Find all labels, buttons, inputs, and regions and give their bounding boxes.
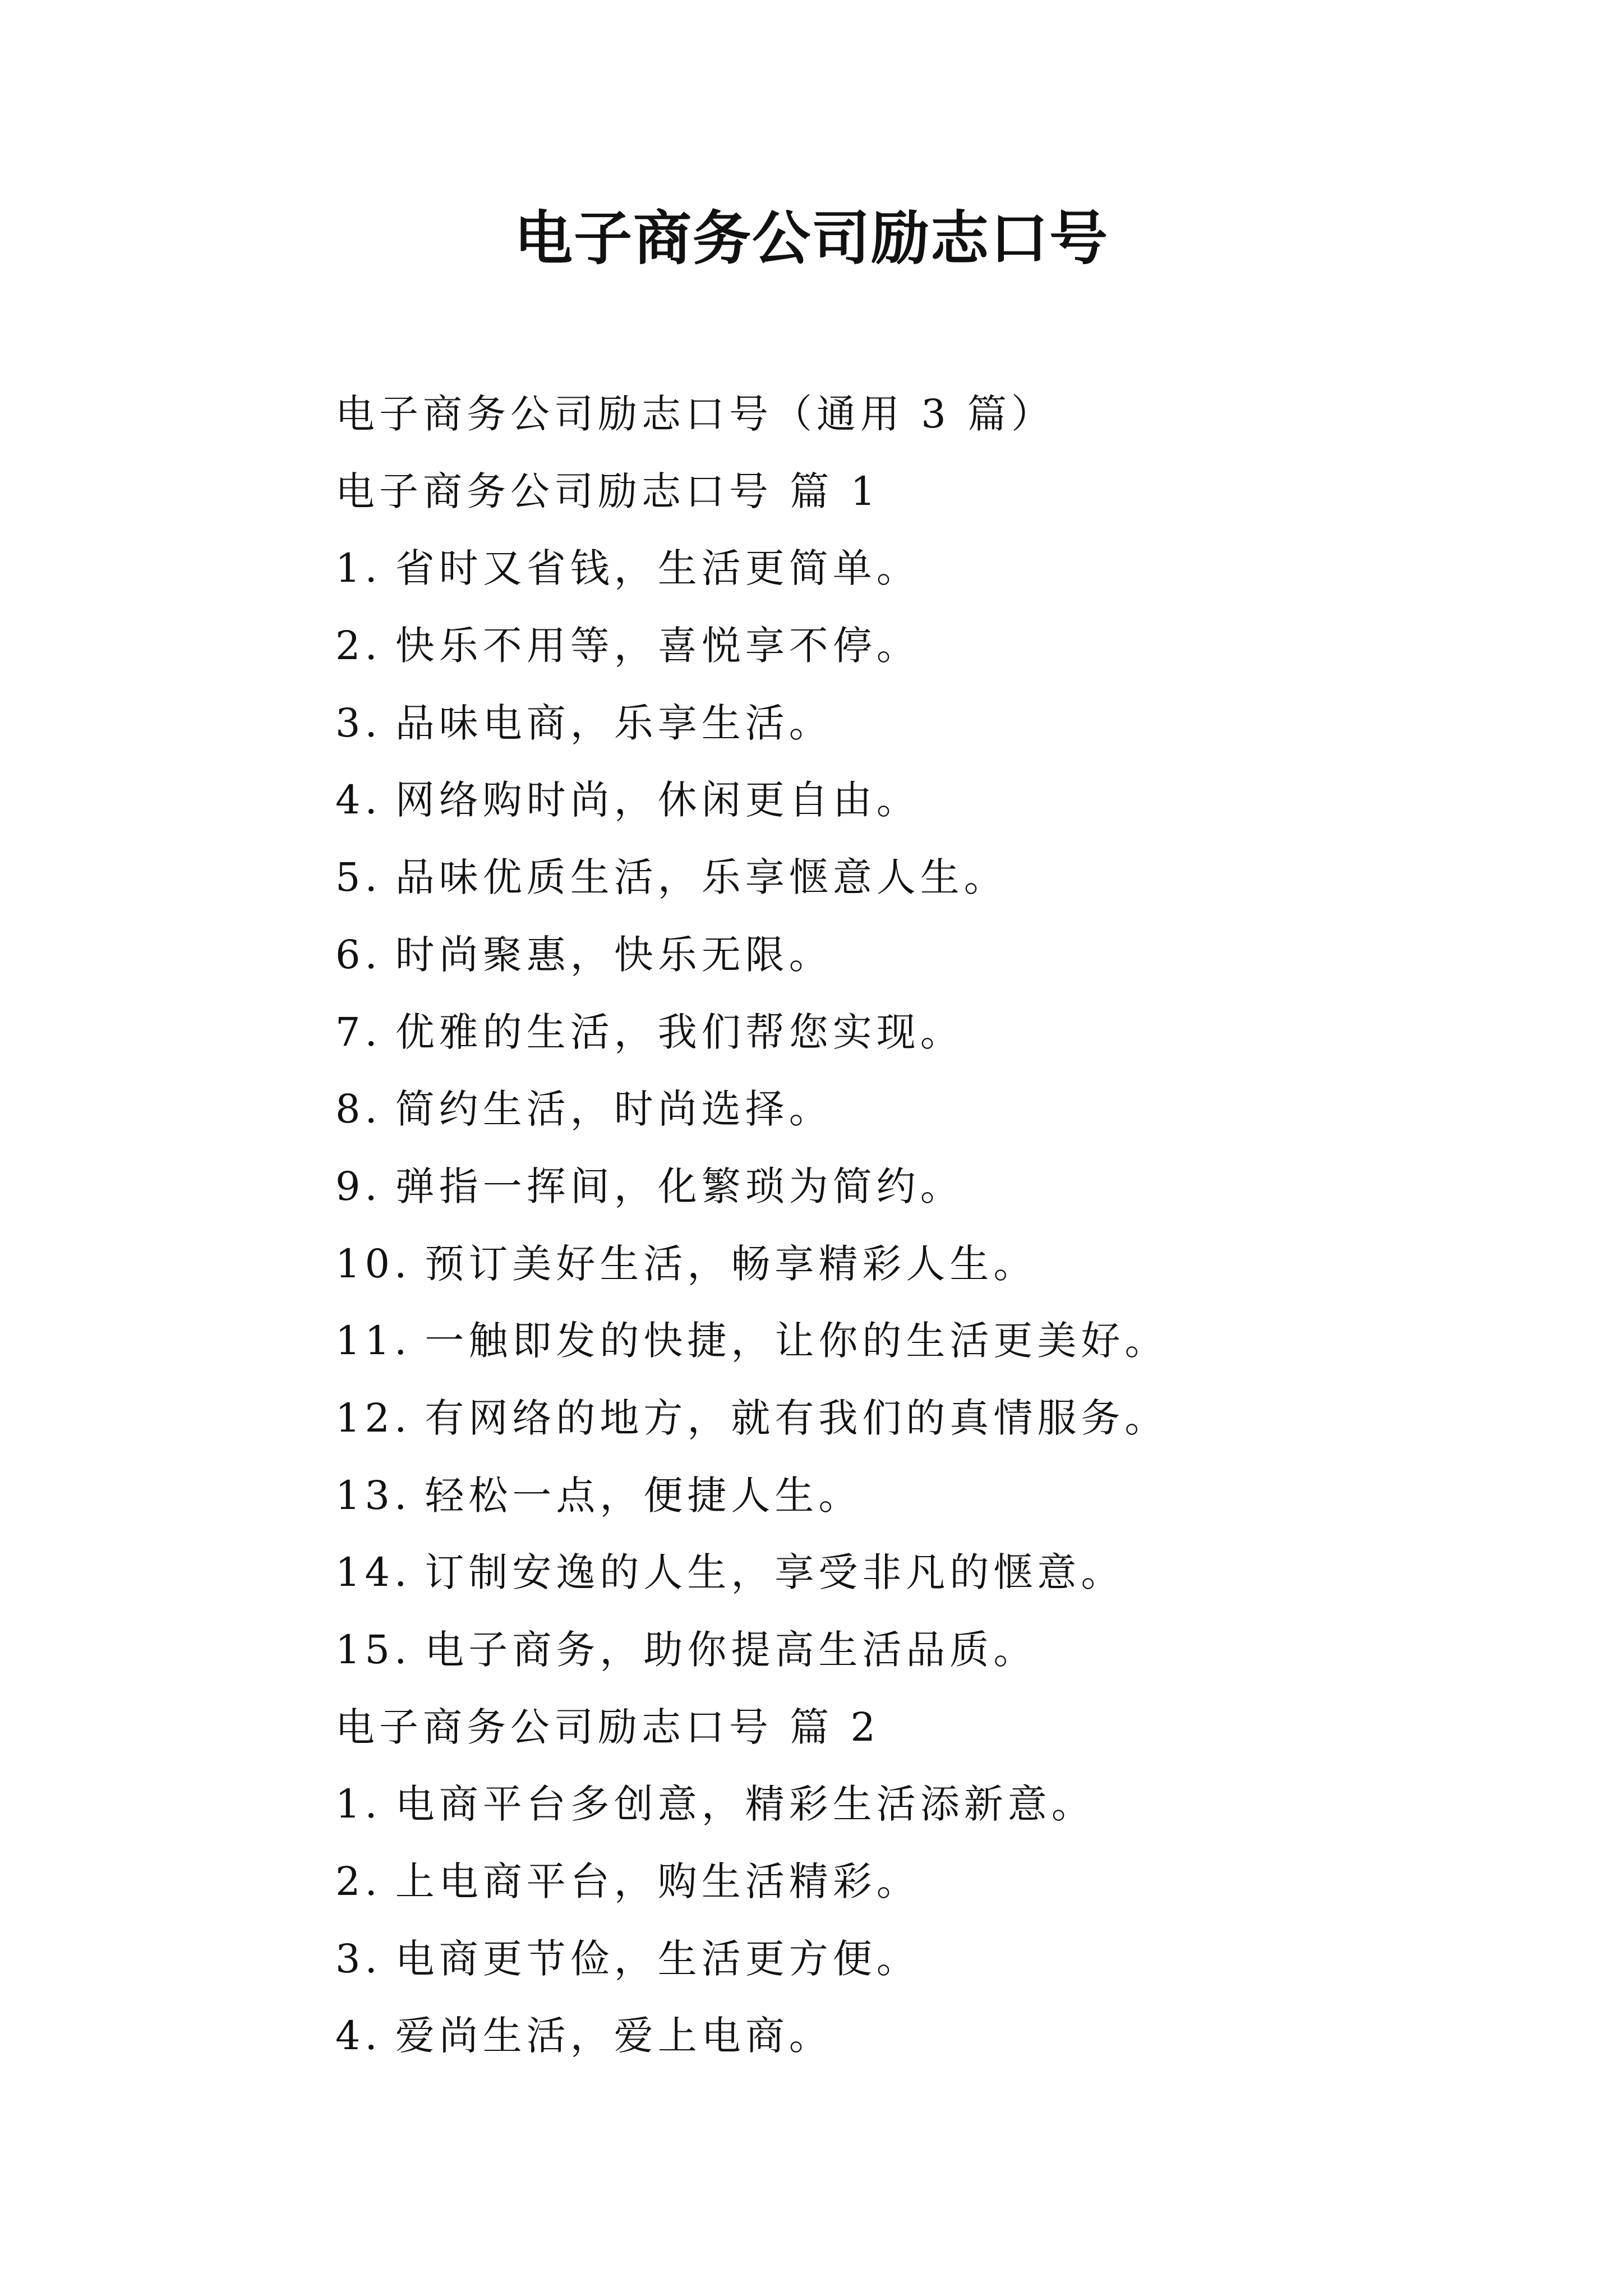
list-item xyxy=(335,762,1513,839)
list-item xyxy=(335,1380,1513,1457)
document-subtitle: 电子商务公司励志口号（通用 3 篇） xyxy=(335,391,1055,437)
item-number: 6. xyxy=(335,931,382,978)
list-item xyxy=(335,1457,1513,1535)
item-text: 一触即发的快捷，让你的生活更美好。 xyxy=(425,1318,1169,1364)
list-item xyxy=(335,1226,1513,1303)
item-number: 11. xyxy=(335,1318,412,1364)
item-number: 4. xyxy=(335,777,382,823)
item-text: 简约生活，时尚选择。 xyxy=(395,1086,833,1133)
document-body xyxy=(335,376,1513,2075)
item-text: 弹指一挥间，化繁琐为简约。 xyxy=(395,1163,964,1209)
item-number: 5. xyxy=(335,854,382,901)
item-text: 电商更节俭，生活更方便。 xyxy=(395,1935,920,1982)
list-item xyxy=(335,994,1513,1071)
item-number: 1. xyxy=(335,545,382,592)
item-text: 品味电商，乐享生活。 xyxy=(395,700,833,746)
item-text: 轻松一点，便捷人生。 xyxy=(425,1472,863,1519)
item-text: 优雅的生活，我们帮您实现。 xyxy=(395,1009,964,1055)
item-text: 品味优质生活，乐享惬意人生。 xyxy=(395,854,1008,901)
item-number: 10. xyxy=(335,1240,412,1287)
item-number: 12. xyxy=(335,1395,412,1441)
item-text: 时尚聚惠，快乐无限。 xyxy=(395,931,833,978)
list-item xyxy=(335,685,1513,762)
item-number: 4. xyxy=(335,2013,382,2059)
list-item xyxy=(335,1303,1513,1380)
item-number: 15. xyxy=(335,1627,412,1673)
item-text: 网络购时尚，休闲更自由。 xyxy=(395,777,920,823)
list-item xyxy=(335,1766,1513,1843)
item-number: 7. xyxy=(335,1009,382,1055)
list-item xyxy=(335,1534,1513,1612)
item-text: 省时又省钱，生活更简单。 xyxy=(395,545,920,592)
item-number: 14. xyxy=(335,1549,412,1596)
section-heading: 电子商务公司励志口号 篇 1 xyxy=(335,468,880,514)
item-number: 9. xyxy=(335,1163,382,1209)
item-text: 快乐不用等，喜悦享不停。 xyxy=(395,623,920,669)
list-item xyxy=(335,839,1513,917)
document-title: 电子商务公司励志口号 xyxy=(514,204,1109,273)
list-item xyxy=(335,608,1513,685)
item-number: 3. xyxy=(335,1935,382,1982)
item-number: 8. xyxy=(335,1086,382,1133)
item-number: 2. xyxy=(335,623,382,669)
item-text: 电商平台多创意，精彩生活添新意。 xyxy=(395,1781,1095,1828)
list-item xyxy=(335,1612,1513,1689)
item-number: 1. xyxy=(335,1781,382,1828)
item-text: 电子商务，助你提高生活品质。 xyxy=(425,1627,1038,1673)
list-item xyxy=(335,1921,1513,1998)
list-item xyxy=(335,1148,1513,1226)
item-text: 预订美好生活，畅享精彩人生。 xyxy=(425,1240,1038,1287)
item-number: 13. xyxy=(335,1472,412,1519)
item-text: 订制安逸的人生，享受非凡的惬意。 xyxy=(425,1549,1125,1596)
list-item xyxy=(335,530,1513,608)
list-item xyxy=(335,1843,1513,1921)
item-text: 爱尚生活，爱上电商。 xyxy=(395,2013,833,2059)
item-text: 有网络的地方，就有我们的真情服务。 xyxy=(425,1395,1169,1441)
section-heading: 电子商务公司励志口号 篇 2 xyxy=(335,1704,880,1750)
item-number: 3. xyxy=(335,700,382,746)
item-number: 2. xyxy=(335,1858,382,1905)
list-item xyxy=(335,1071,1513,1148)
list-item xyxy=(335,917,1513,994)
item-text: 上电商平台，购生活精彩。 xyxy=(395,1858,920,1905)
list-item xyxy=(335,1998,1513,2075)
